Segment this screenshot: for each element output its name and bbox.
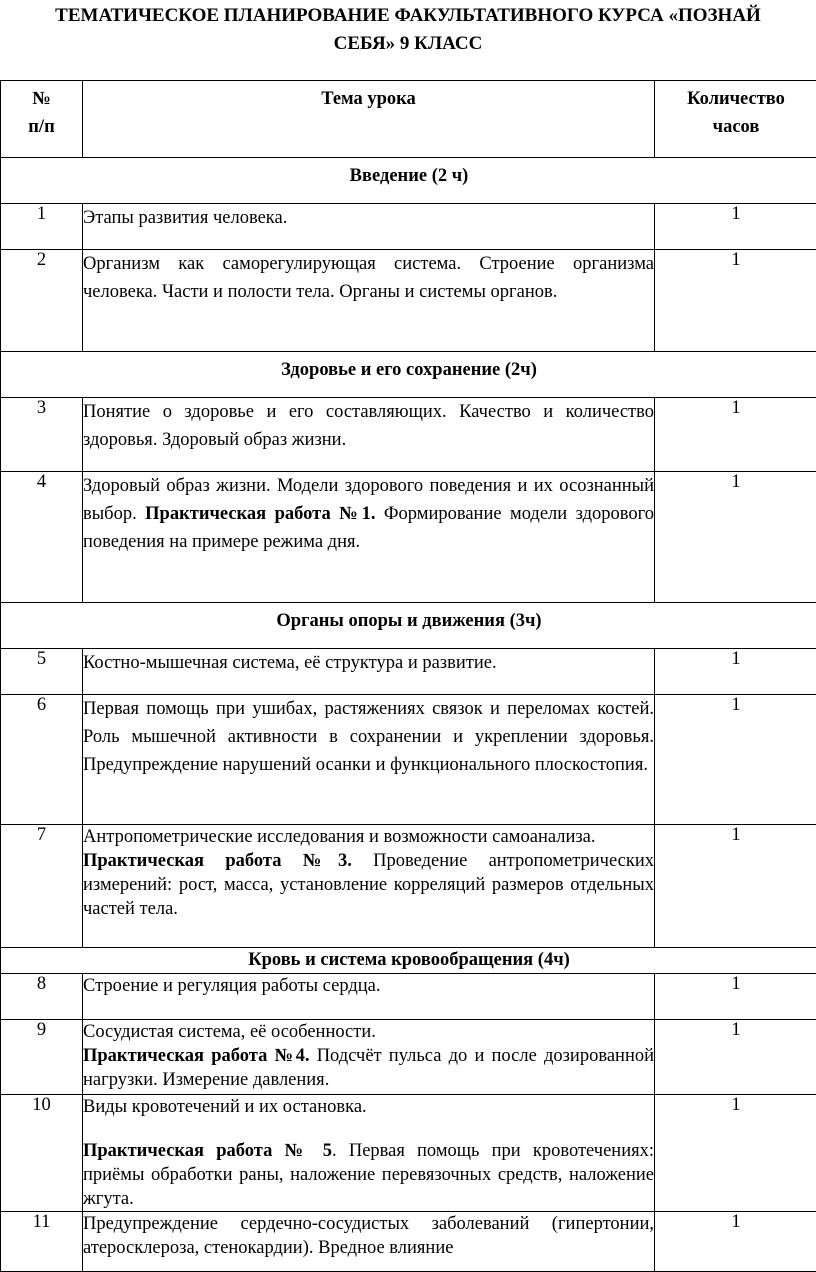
practical-work-label: Практическая работа №3. bbox=[83, 851, 352, 871]
header-topic: Тема урока bbox=[83, 81, 655, 158]
row-number: 10 bbox=[1, 1095, 83, 1212]
table-row bbox=[1, 1095, 816, 1212]
row-topic bbox=[83, 825, 655, 948]
row-topic-text: . Первая помощь при кровотечениях: приёмы обработки раны, наложение перевязочных средств, наложение жгута. bbox=[83, 1141, 654, 1209]
header-hours-line-1: Количество bbox=[655, 85, 816, 113]
table-row bbox=[1, 649, 816, 695]
row-hours: 1 bbox=[655, 472, 816, 603]
section-row-blood bbox=[1, 948, 816, 974]
table-row bbox=[1, 250, 816, 352]
table-row bbox=[1, 1020, 816, 1095]
row-topic-text: Формирование модели здорового поведения на примере режима дня. bbox=[83, 504, 654, 552]
header-hours bbox=[655, 81, 816, 158]
row-number: 3 bbox=[1, 398, 83, 472]
row-number: 9 bbox=[1, 1020, 83, 1095]
section-title-intro: Введение (2 ч) bbox=[1, 158, 816, 204]
row-topic-text: Сосудистая система, её особенности. bbox=[83, 1022, 376, 1042]
section-row-intro bbox=[1, 158, 816, 204]
row-topic: Организм как саморегулирующая система. Строение организма человека. Части и полости тела. Органы и системы органов. bbox=[83, 250, 655, 352]
row-hours: 1 bbox=[655, 1212, 816, 1272]
row-hours: 1 bbox=[655, 1095, 816, 1212]
header-num-line-1: № bbox=[1, 85, 82, 113]
row-number: 8 bbox=[1, 974, 83, 1020]
row-hours: 1 bbox=[655, 695, 816, 825]
row-topic: Первая помощь при ушибах, растяжениях связок и переломах костей. Роль мышечной активности в сохранении и укреплении здоровья. Предупреждение нарушений осанки и функционального плоскостопия. bbox=[83, 695, 655, 825]
table-row bbox=[1, 398, 816, 472]
document-title bbox=[0, 2, 816, 58]
row-topic bbox=[83, 472, 655, 603]
practical-work-label: Практическая работа №1. bbox=[145, 504, 375, 524]
practical-work-label: Практическая работа № 5 bbox=[83, 1141, 332, 1161]
section-title-support: Органы опоры и движения (3ч) bbox=[1, 603, 816, 649]
row-topic: Предупреждение сердечно-сосудистых заболеваний (гипертонии, атеросклероза, стенокардии). Вредное влияние bbox=[83, 1212, 655, 1272]
row-topic bbox=[83, 1095, 655, 1212]
row-number: 6 bbox=[1, 695, 83, 825]
section-title-health: Здоровье и его сохранение (2ч) bbox=[1, 352, 816, 398]
header-hours-line-2: часов bbox=[655, 113, 816, 141]
row-topic: Понятие о здоровье и его составляющих. Качество и количество здоровья. Здоровый образ жизни. bbox=[83, 398, 655, 472]
section-row-health bbox=[1, 352, 816, 398]
section-row-support bbox=[1, 603, 816, 649]
row-hours: 1 bbox=[655, 1020, 816, 1095]
row-topic: Этапы развития человека. bbox=[83, 204, 655, 250]
table-row bbox=[1, 204, 816, 250]
row-hours: 1 bbox=[655, 250, 816, 352]
practical-work-label: Практическая работа №4. bbox=[83, 1046, 310, 1066]
row-number: 11 bbox=[1, 1212, 83, 1272]
row-number: 2 bbox=[1, 250, 83, 352]
row-number: 7 bbox=[1, 825, 83, 948]
row-topic: Костно-мышечная система, её структура и развитие. bbox=[83, 649, 655, 695]
planning-table bbox=[0, 80, 816, 1272]
row-topic-text: Виды кровотечений и их остановка. bbox=[83, 1097, 367, 1117]
row-topic-text: Проведение антропометрических измерений: рост, масса, установление корреляций размеров отдельных частей тела. bbox=[83, 851, 654, 919]
row-hours: 1 bbox=[655, 825, 816, 948]
row-number: 1 bbox=[1, 204, 83, 250]
row-hours: 1 bbox=[655, 398, 816, 472]
row-number: 5 bbox=[1, 649, 83, 695]
row-topic: Строение и регуляция работы сердца. bbox=[83, 974, 655, 1020]
row-topic-text: Подсчёт пульса до и после дозированной нагрузки. Измерение давления. bbox=[83, 1046, 654, 1090]
header-num bbox=[1, 81, 83, 158]
table-row bbox=[1, 1212, 816, 1272]
row-topic bbox=[83, 1020, 655, 1095]
row-number: 4 bbox=[1, 472, 83, 603]
row-hours: 1 bbox=[655, 204, 816, 250]
row-topic-text: Здоровый образ жизни. Модели здорового поведения и их осознанный выбор. bbox=[83, 476, 654, 524]
row-hours: 1 bbox=[655, 649, 816, 695]
title-line-2: СЕБЯ» 9 КЛАСС bbox=[0, 30, 816, 58]
row-hours: 1 bbox=[655, 974, 816, 1020]
table-row bbox=[1, 974, 816, 1020]
table-row bbox=[1, 472, 816, 603]
table-row bbox=[1, 695, 816, 825]
title-line-1: ТЕМАТИЧЕСКОЕ ПЛАНИРОВАНИЕ ФАКУЛЬТАТИВНОГО КУРСА «ПОЗНАЙ bbox=[0, 2, 816, 30]
table-row bbox=[1, 825, 816, 948]
header-num-line-2: п/п bbox=[1, 113, 82, 141]
section-title-blood: Кровь и система кровообращения (4ч) bbox=[1, 948, 816, 974]
table-header-row bbox=[1, 81, 816, 158]
row-topic-text: Антропометрические исследования и возможности самоанализа. bbox=[83, 827, 596, 847]
